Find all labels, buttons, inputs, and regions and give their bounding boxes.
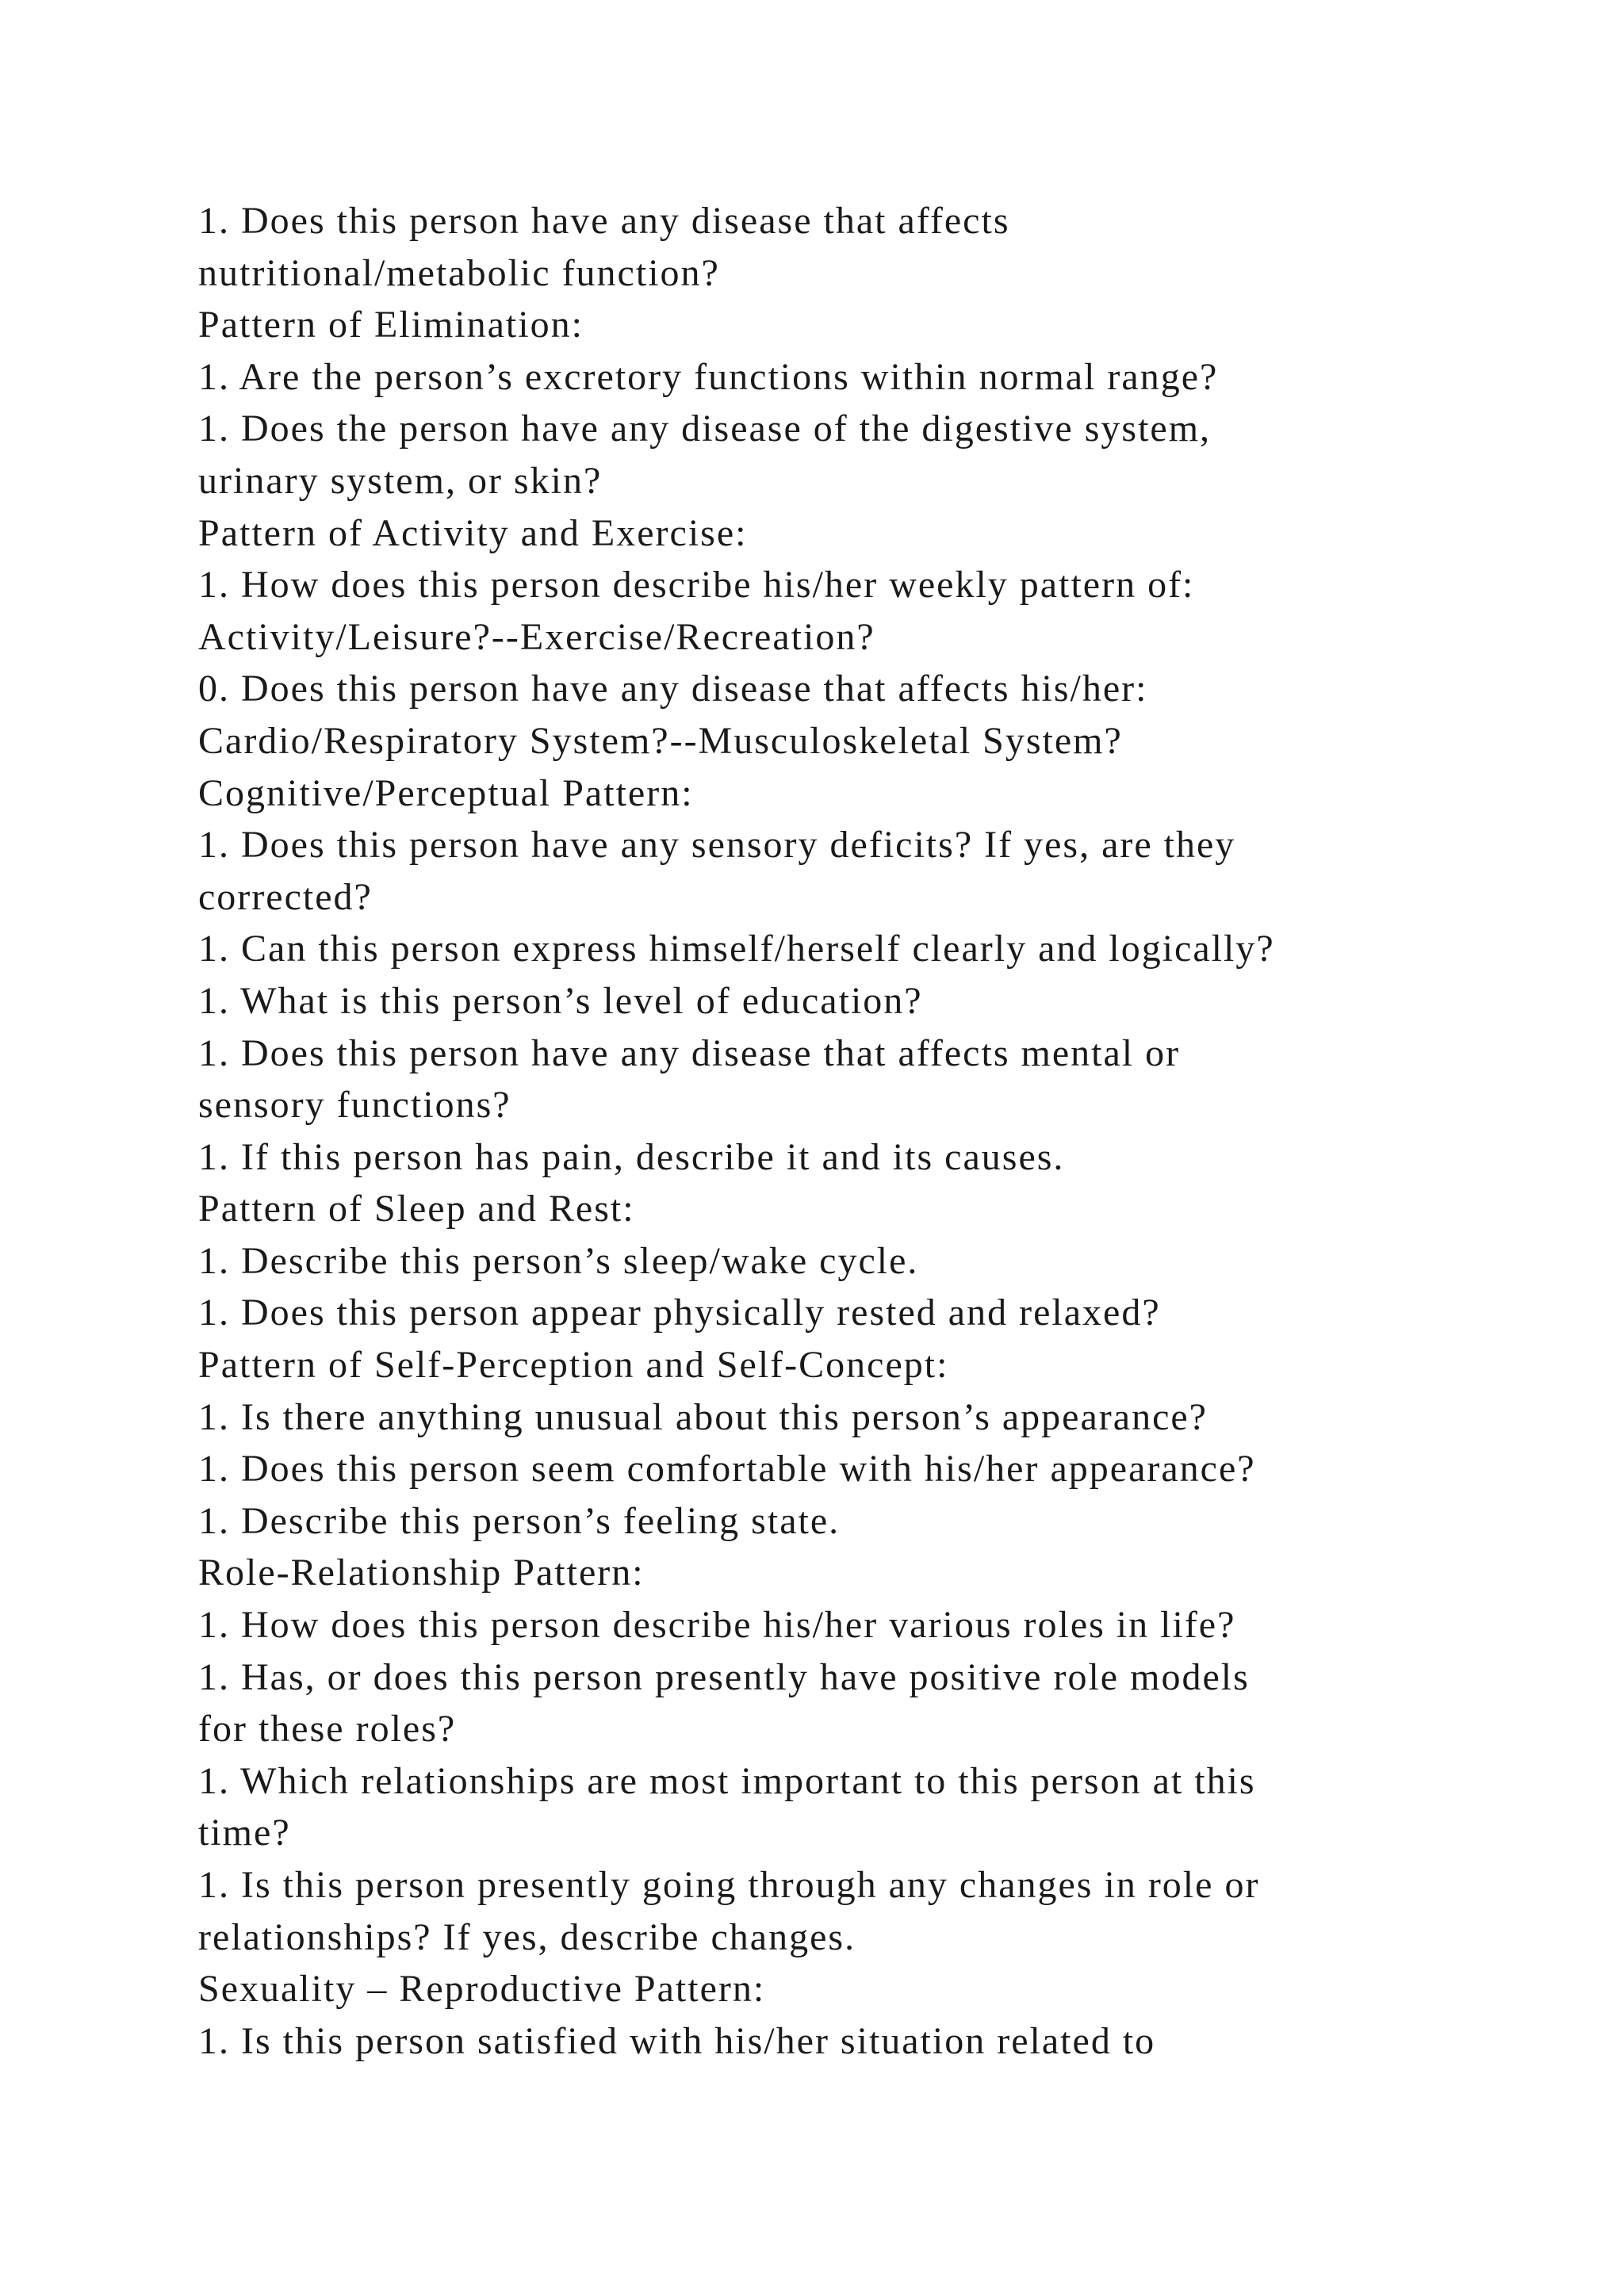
section-heading: Pattern of Self-Perception and Self-Concept: <box>198 1344 949 1387</box>
text-line: corrected? <box>198 875 373 918</box>
text-line: 1. Does this person have any disease that affects <box>198 200 1010 242</box>
text-line: 1. Which relationships are most important to this person at this <box>198 1759 1256 1802</box>
section-heading: Role-Relationship Pattern: <box>198 1552 645 1594</box>
text-line: time? <box>198 1812 291 1854</box>
text-line: relationships? If yes, describe changes. <box>198 1915 856 1958</box>
text-line: 1. What is this person’s level of education? <box>198 979 923 1022</box>
text-line: 1. Does this person appear physically rested and relaxed? <box>198 1292 1161 1334</box>
section-heading: Pattern of Sleep and Rest: <box>198 1188 635 1230</box>
text-line: 1. Describe this person’s feeling state. <box>198 1499 841 1542</box>
text-line: for these roles? <box>198 1708 457 1751</box>
text-line: Cardio/Respiratory System?--Musculoskeletal System? <box>198 719 1123 762</box>
text-line: 1. Are the person’s excretory functions within normal range? <box>198 355 1219 398</box>
text-line: nutritional/metabolic function? <box>198 251 720 294</box>
section-heading: Sexuality – Reproductive Pattern: <box>198 1968 766 2011</box>
section-heading: Cognitive/Perceptual Pattern: <box>198 771 694 814</box>
document-body <box>198 195 1546 2067</box>
text-line: 1. Does this person have any sensory deficits? If yes, are they <box>198 824 1236 867</box>
text-line: 1. If this person has pain, describe it and its causes. <box>198 1135 1065 1178</box>
text-line: 1. How does this person describe his/her weekly pattern of: <box>198 564 1195 607</box>
section-heading: Pattern of Elimination: <box>198 304 584 346</box>
text-line: 1. Describe this person’s sleep/wake cycle. <box>198 1239 919 1282</box>
text-line: 1. Is there anything unusual about this person’s appearance? <box>198 1395 1208 1438</box>
text-line: 1. Does this person have any disease that affects mental or <box>198 1031 1181 1074</box>
text-line: sensory functions? <box>198 1084 511 1127</box>
text-line: 1. How does this person describe his/her various roles in life? <box>198 1604 1236 1647</box>
section-heading: Pattern of Activity and Exercise: <box>198 511 748 554</box>
text-line: 1. Has, or does this person presently have positive role models <box>198 1655 1250 1698</box>
text-line: 0. Does this person have any disease that affects his/her: <box>198 668 1148 710</box>
text-line: 1. Is this person presently going through any changes in role or <box>198 1864 1260 1906</box>
text-line: 1. Can this person express himself/herself clearly and logically? <box>198 928 1275 970</box>
text-line: 1. Does the person have any disease of the digestive system, <box>198 408 1212 450</box>
text-line: urinary system, or skin? <box>198 459 603 502</box>
text-line: 1. Does this person seem comfortable with his/her appearance? <box>198 1448 1256 1490</box>
text-line: 1. Is this person satisfied with his/her situation related to <box>198 2019 1156 2062</box>
text-line: Activity/Leisure?--Exercise/Recreation? <box>198 615 875 658</box>
